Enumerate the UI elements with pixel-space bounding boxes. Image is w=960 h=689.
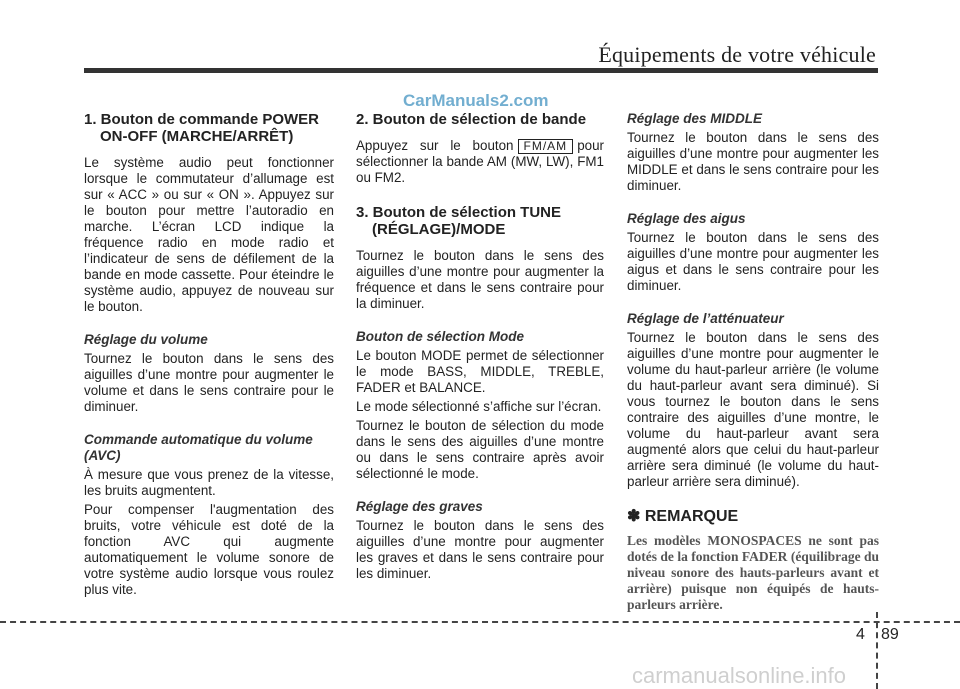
column-2 [356,111,604,585]
header-rule [84,68,878,73]
avc-paragraph-1: À mesure que vous prenez de la vitesse, les bruits augmentent. [84,467,334,498]
tune-paragraph: Tournez le bouton dans le sens des aiguilles d’une montre pour augmenter la fréquence et dans le sens contraire pour la diminuer. [356,248,604,311]
heading-power-button [84,111,334,145]
remark-title: ✽ REMARQUE [627,508,739,525]
heading-tune-mode [356,204,604,238]
avc-paragraph-2: Pour compenser l'augmentation des bruits, votre véhicule est doté de la fonction AVC qui augmente automatiquement le volume sonore de votre système audio lorsque vous roulez plus vite. [84,502,334,597]
subheading-fader: Réglage de l’atténuateur [627,311,784,326]
volume-paragraph: Tournez le bouton dans le sens des aiguilles d’une montre pour augmenter le volume et dans le sens contraire pour le diminuer. [84,351,334,414]
fader-paragraph: Tournez le bouton dans le sens des aiguilles d’une montre pour augmenter le volume du haut-parleur arrière (le volume du haut-parleur avant sera diminué). Si vous tournez le bouton dans le sens contraire des aiguilles d’une montre, le volume du haut-parleur avant sera augmenté alors que celui du haut-parleur arrière sera diminué (le volume du haut-parleur arrière sera diminué). [627,330,879,489]
page-number: 89 [881,626,899,643]
heading-tune-line1: 3. Bouton de sélection TUNE [356,204,562,221]
column-1 [84,111,334,601]
mode-paragraph-1: Le bouton MODE permet de sélectionner le mode BASS, MIDDLE, TREBLE, FADER et BALANCE. [356,348,604,395]
subheading-treble: Réglage des aigus [627,211,746,226]
heading-power-line2: ON-OFF (MARCHE/ARRÊT) [100,128,294,145]
power-paragraph: Le système audio peut fonctionner lorsque le commutateur d’allumage est sur « ACC » ou sur « ON ». Appuyez sur le bouton pour mettre l’autoradio en marche. L’écran LCD indique la fréquence radio en mode radio et l’indicateur de sens de défilement de la bande en mode cassette. Pour éteindre le système audio, appuyez de nouveau sur le bouton. [84,155,334,314]
footer-vertical-rule [876,612,878,689]
mode-paragraph-2: Le mode sélectionné s’affiche sur l’écran. [356,399,602,414]
chapter-number: 4 [856,626,865,643]
subheading-avc: Commande automatique du volume (AVC) [84,432,313,463]
heading-band-selection: 2. Bouton de sélection de bande [356,111,587,128]
subheading-mode: Bouton de sélection Mode [356,329,525,344]
middle-paragraph: Tournez le bouton dans le sens des aiguilles d’une montre pour augmenter les MIDDLE et dans le sens contraire pour les diminuer. [627,130,879,193]
subheading-bass: Réglage des graves [356,499,483,514]
heading-tune-line2: (RÉGLAGE)/MODE [372,221,506,238]
column-3 [627,111,879,613]
footer-rule [0,621,960,623]
subheading-volume: Réglage du volume [84,332,208,347]
band-paragraph [356,138,604,186]
remark-body: Les modèles MONOSPACES ne sont pas dotés de la fonction FADER (équilibrage du niveau sonore des hauts-parleurs avant et arrière) puisque non équipés de hauts-parleurs arrière. [627,533,879,612]
band-text-after: pour sélectionner la bande AM (MW, LW), FM1 ou FM2. [356,138,604,185]
band-text-before: Appuyez sur le bouton [356,138,514,153]
subheading-middle: Réglage des MIDDLE [627,111,763,126]
watermark-bottom: carmanualsonline.info [632,663,847,688]
heading-power-line1: 1. Bouton de commande POWER [84,111,320,128]
watermark-top: CarManuals2.com [403,91,549,110]
mode-paragraph-3: Tournez le bouton de sélection du mode dans le sens des aiguilles d’une montre ou dans le sens contraire après avoir sélectionné le mode. [356,418,604,481]
treble-paragraph: Tournez le bouton dans le sens des aiguilles d’une montre pour augmenter les aigus et dans le sens contraire pour les diminuer. [627,230,879,293]
section-title: Équipements de votre véhicule [598,42,876,67]
bass-paragraph: Tournez le bouton dans le sens des aiguilles d’une montre pour augmenter les graves et dans le sens contraire pour les diminuer. [356,518,604,581]
fm-am-button-glyph: FM/AM [518,139,574,154]
